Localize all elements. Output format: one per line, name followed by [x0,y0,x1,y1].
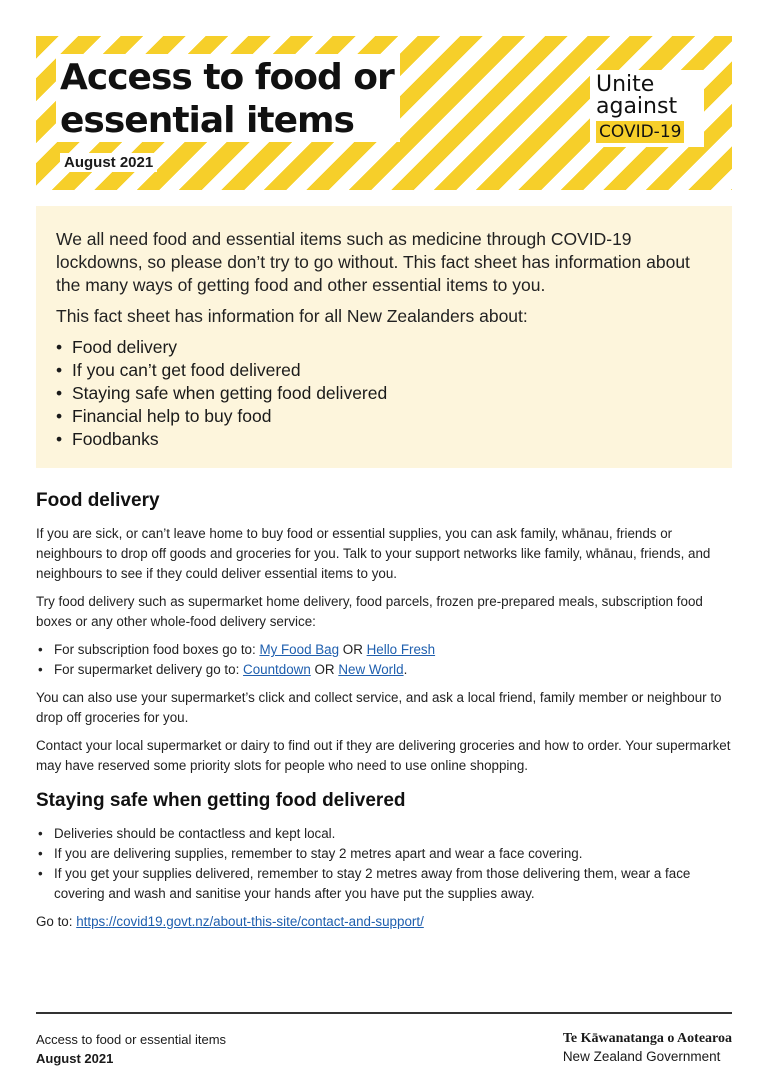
title-block [56,54,400,142]
intro-topic-item: • Foodbanks [72,428,712,451]
intro-topic-item: • Financial help to buy food [72,405,712,428]
bullet-text: For subscription food boxes go to: [54,642,260,657]
title-line-1: Access to food or [60,57,394,98]
list-item: • If you are delivering supplies, remember to stay 2 metres apart and wear a face covering. [36,844,732,864]
intro-topic-item: • Staying safe when getting food delivered [72,382,712,405]
main-content [36,490,732,940]
logo-line-2: against [596,94,678,119]
list-item [36,640,732,660]
footer-english-name: New Zealand Government [562,1049,721,1064]
nz-government-logo [563,1030,732,1066]
footer-left [36,1030,226,1068]
footer-divider [36,1012,732,1014]
intro-paragraph-1: We all need food and essential items such as medicine through COVID-19 lockdowns, so please don’t try to go without. This fact sheet has information about the many ways of getting food and other essential items to you. [56,229,690,295]
footer-maori-name: Te Kāwanatanga o Aotearoa [562,1031,732,1046]
staying-safe-list [36,824,732,904]
unite-against-covid-logo [590,70,704,147]
intro-paragraph-2: This fact sheet has information for all New Zealanders about: [56,306,528,326]
footer-date: August 2021 [36,1051,114,1066]
list-item: • If you get your supplies delivered, remember to stay 2 metres away from those delivering them, wear a face covering and wash and sanitise your hands after you have put the supplies away. [36,864,732,904]
intro-topic-item: • Food delivery [72,336,712,359]
list-item: • Deliveries should be contactless and kept local. [36,824,732,844]
staying-safe-heading: Staying safe when getting food delivered [36,790,406,811]
delivery-options-list [36,640,732,680]
countdown-link[interactable]: Countdown [243,662,311,677]
my-food-bag-link[interactable]: My Food Bag [259,642,340,657]
food-delivery-paragraph-3: You can also use your supermarket’s click and collect service, and ask a local friend, family member or neighbour to drop off groceries for you. [36,690,722,725]
header-banner [36,36,732,190]
new-world-link[interactable]: New World [338,662,404,677]
title-line-2: essential items [60,100,354,141]
page-title [60,56,394,142]
food-delivery-paragraph-4: Contact your local supermarket or dairy to find out if they are delivering groceries and how to order. Your supermarket may have reserved some priority slots for people who need to use online shopping. [36,738,731,773]
bullet-text: For supermarket delivery go to: [54,662,244,677]
food-delivery-paragraph-2: Try food delivery such as supermarket home delivery, food parcels, frozen pre-prepared meals, subscription food boxes or any other whole-food delivery service: [36,594,703,629]
publication-date: August 2021 [60,153,157,172]
footer-doc-title: Access to food or essential items [36,1032,227,1047]
intro-topic-list [56,336,712,451]
hello-fresh-link[interactable]: Hello Fresh [366,642,436,657]
list-item [36,660,732,680]
goto-line [36,912,732,932]
intro-topic-item: • If you can’t get food delivered [72,359,712,382]
goto-prefix: Go to: [36,914,77,929]
food-delivery-paragraph-1: If you are sick, or can’t leave home to buy food or essential supplies, you can ask family, whānau, friends or neighbours to drop off goods and groceries for you. Talk to your support networks like family, whānau, friends, and neighbours to see if they could deliver essential items to you. [36,526,711,581]
period-text: . [403,662,408,677]
or-text: OR [339,642,367,657]
food-delivery-heading: Food delivery [36,490,160,511]
or-text: OR [310,662,339,677]
logo-line-1: Unite [596,72,655,97]
logo-line-3: COVID-19 [596,121,684,143]
intro-box [36,206,732,468]
contact-support-link[interactable]: https://covid19.govt.nz/about-this-site/contact-and-support/ [76,914,424,929]
